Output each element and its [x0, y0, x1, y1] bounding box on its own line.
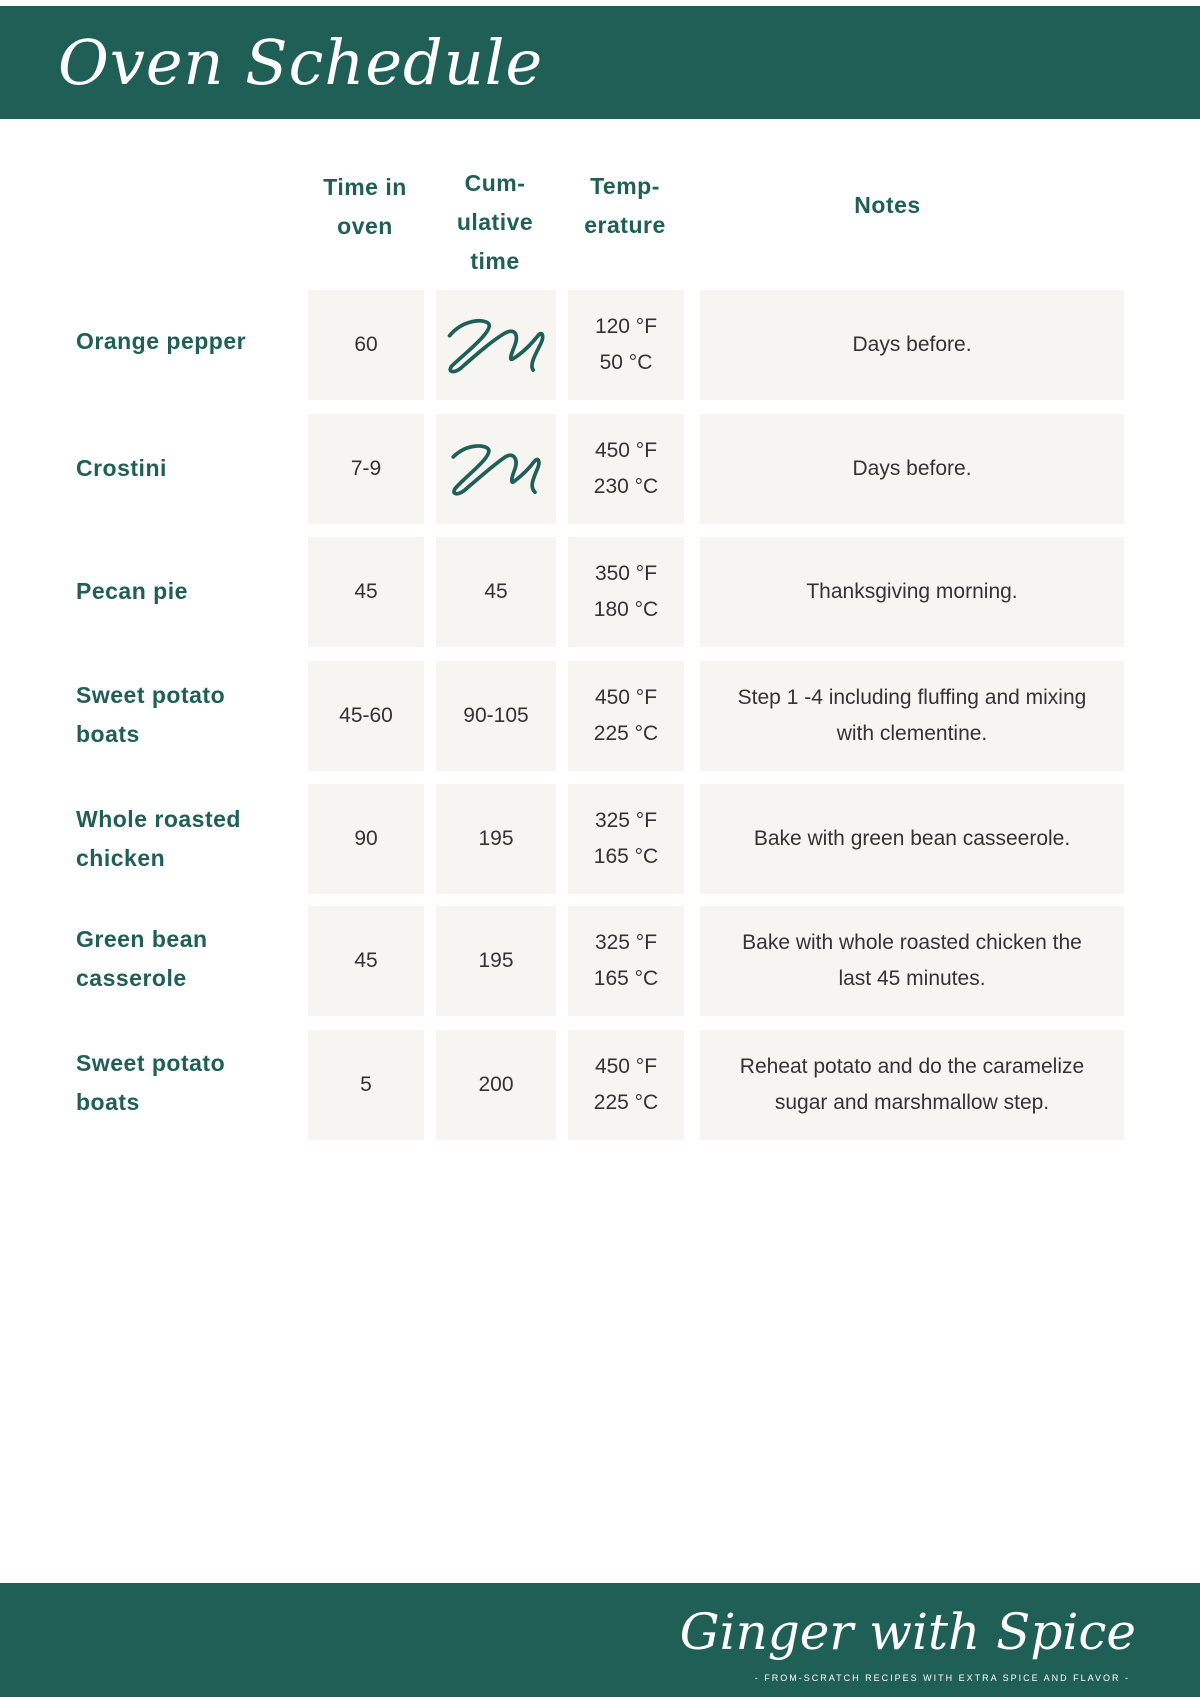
row-label-orange-pepper: [76, 322, 286, 361]
cell-notes: [700, 661, 1124, 771]
header-banner: [0, 6, 1200, 119]
temp-celsius: 50 °C: [599, 351, 653, 374]
row-label-sweet-potato-boats-reheat: [76, 1044, 286, 1122]
notes-line: Reheat potato and do the caramelize: [739, 1055, 1085, 1078]
cell-time-in-oven: 90: [308, 784, 424, 894]
column-header-time-in-oven: [300, 168, 430, 246]
scribble-mark: [444, 434, 548, 504]
cell-notes: [700, 290, 1124, 400]
column-header-cumulative-time: [430, 164, 560, 281]
temp-celsius: 225 °C: [593, 722, 659, 745]
cell-notes: [700, 784, 1124, 894]
cell-cumulative-time: 195: [436, 784, 556, 894]
brand-logo-text: Ginger with Spice: [679, 1603, 1136, 1661]
cell-cumulative-not-applicable: [436, 290, 556, 400]
column-header-temperature-line-2: erature: [584, 212, 666, 238]
temp-fahrenheit: 450 °F: [594, 686, 658, 709]
temp-celsius: 165 °C: [593, 967, 659, 990]
column-header-temperature-line-1: Temp-: [590, 173, 660, 199]
notes-line: Days before.: [852, 457, 972, 480]
row-label-line: chicken: [76, 845, 166, 871]
notes-line: last 45 minutes.: [838, 967, 986, 990]
temp-celsius: 165 °C: [593, 845, 659, 868]
column-header-cumulative-line-1: Cum-: [464, 170, 526, 196]
row-label-line: boats: [76, 1089, 140, 1115]
row-label-line: Sweet potato: [76, 682, 226, 708]
temp-fahrenheit: 325 °F: [594, 931, 658, 954]
column-header-time-in-oven-line-1: Time in: [323, 174, 407, 200]
row-label-line: Sweet potato: [76, 1050, 226, 1076]
cell-time-in-oven: 60: [308, 290, 424, 400]
cell-notes: [700, 1030, 1124, 1140]
row-label-sweet-potato-boats: [76, 676, 286, 754]
cell-temperature: [568, 1030, 684, 1140]
row-label-line: Crostini: [76, 455, 167, 481]
cell-time-in-oven: 5: [308, 1030, 424, 1140]
row-label-green-bean-casserole: [76, 920, 286, 998]
row-label-pecan-pie: [76, 572, 286, 611]
notes-line: with clementine.: [836, 722, 988, 745]
cell-cumulative-time: 195: [436, 906, 556, 1016]
temp-fahrenheit: 350 °F: [594, 562, 658, 585]
cell-temperature: [568, 290, 684, 400]
notes-line: Bake with whole roasted chicken the: [742, 931, 1082, 954]
temp-celsius: 180 °C: [593, 598, 659, 621]
cell-notes: [700, 906, 1124, 1016]
temp-celsius: 225 °C: [593, 1091, 659, 1114]
temp-fahrenheit: 325 °F: [594, 809, 658, 832]
cell-time-in-oven: 45: [308, 537, 424, 647]
temp-celsius: 230 °C: [593, 475, 659, 498]
cell-temperature: [568, 784, 684, 894]
cell-temperature: [568, 661, 684, 771]
cell-notes: [700, 414, 1124, 524]
footer-banner: [0, 1583, 1200, 1697]
column-header-notes: Notes: [854, 192, 921, 218]
cell-cumulative-not-applicable: [436, 414, 556, 524]
column-header-time-in-oven-line-2: oven: [337, 213, 393, 239]
cell-notes: [700, 537, 1124, 647]
cell-cumulative-time: 90-105: [436, 661, 556, 771]
cell-temperature: [568, 906, 684, 1016]
cell-temperature: [568, 414, 684, 524]
temp-fahrenheit: 450 °F: [594, 1055, 658, 1078]
row-label-line: casserole: [76, 965, 187, 991]
notes-line: Bake with green bean casseerole.: [753, 827, 1071, 850]
row-label-line: Whole roasted: [76, 806, 241, 832]
cell-cumulative-time: 45: [436, 537, 556, 647]
temp-fahrenheit: 120 °F: [594, 315, 658, 338]
temp-fahrenheit: 450 °F: [594, 439, 658, 462]
cell-time-in-oven: 45: [308, 906, 424, 1016]
column-header-cumulative-line-2: ulative: [456, 209, 534, 235]
row-label-crostini: [76, 449, 286, 488]
brand-tagline: - FROM-SCRATCH RECIPES WITH EXTRA SPICE AND FLAVOR -: [754, 1673, 1130, 1683]
cell-cumulative-time: 200: [436, 1030, 556, 1140]
page-title: Oven Schedule: [58, 26, 544, 99]
cell-temperature: [568, 537, 684, 647]
cell-time-in-oven: 7-9: [308, 414, 424, 524]
row-label-line: Green bean: [76, 926, 208, 952]
notes-line: Days before.: [852, 333, 972, 356]
cell-time-in-oven: 45-60: [308, 661, 424, 771]
row-label-line: Pecan pie: [76, 578, 188, 604]
notes-line: Thanksgiving morning.: [806, 580, 1018, 603]
notes-line: Step 1 -4 including fluffing and mixing: [737, 686, 1087, 709]
column-header-temperature: [565, 167, 685, 245]
row-label-whole-roasted-chicken: [76, 800, 286, 878]
notes-line: sugar and marshmallow step.: [774, 1091, 1050, 1114]
column-header-cumulative-line-3: time: [470, 248, 520, 274]
scribble-mark: [444, 310, 548, 380]
row-label-line: boats: [76, 721, 140, 747]
row-label-line: Orange pepper: [76, 328, 247, 354]
